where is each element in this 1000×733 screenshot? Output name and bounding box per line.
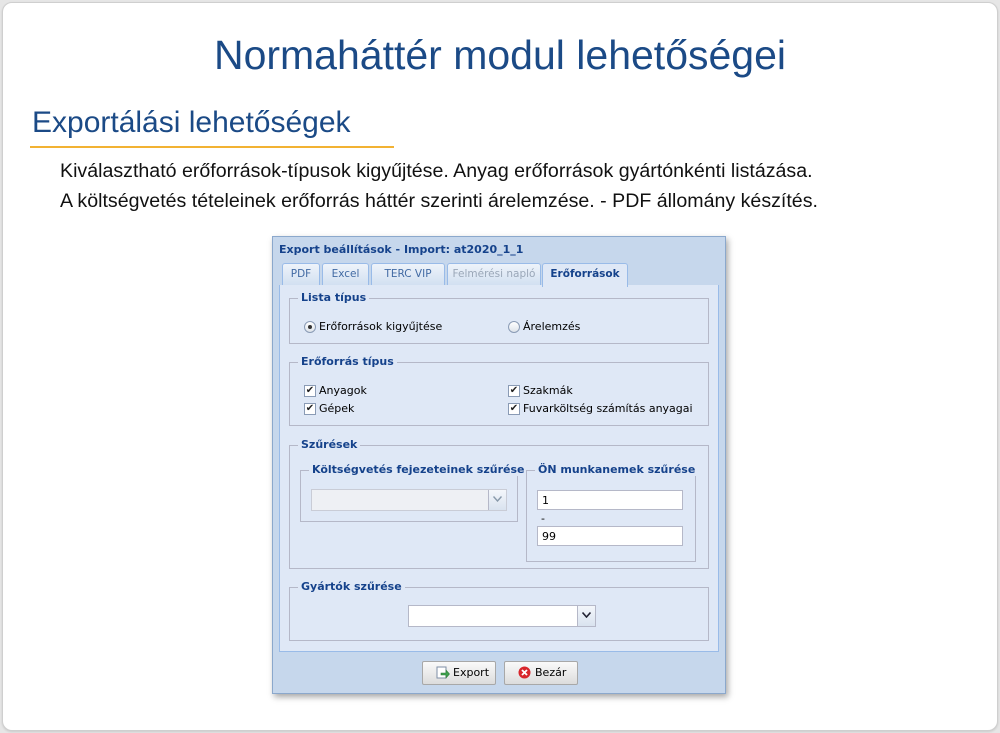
slide-title: Normaháttér modul lehetőségei [213, 32, 787, 78]
dialog-title: Export beállítások - Import: at2020_1_1 [279, 243, 524, 256]
szuresek-fieldset [289, 438, 709, 569]
close-button[interactable] [504, 661, 578, 685]
checkbox-gepek[interactable]: ✔ [305, 403, 315, 414]
gyartok-fieldset [289, 580, 709, 641]
export-button-label: Export [453, 666, 490, 679]
checkbox-label-gepek[interactable]: Gépek [319, 402, 355, 415]
on-munkanem-fieldset [526, 463, 696, 562]
paragraph-line-1: Kiválasztható erőforrások-típusok kigyűjtése. Anyag erőforrások gyártónkénti listázása. [60, 160, 813, 182]
lista-tipus-legend: Lista típus [298, 291, 369, 304]
szuresek-legend: Szűrések [298, 438, 360, 451]
radio-eroforrasok-kigyujtese[interactable] [304, 321, 316, 333]
radio-label-eroforrasok-kigyujtese[interactable]: Erőforrások kigyűjtése [319, 320, 443, 333]
on-munkanem-from-input[interactable]: 1 [537, 490, 683, 510]
chevron-down-icon[interactable] [577, 606, 595, 626]
tab-strip [279, 261, 719, 286]
eroforras-tipus-fieldset [289, 355, 709, 426]
export-icon [436, 666, 450, 679]
gyartok-legend: Gyártók szűrése [298, 580, 405, 593]
eroforras-tipus-legend: Erőforrás típus [298, 355, 397, 368]
close-icon [518, 666, 531, 679]
checkbox-label-anyagok[interactable]: Anyagok [319, 384, 367, 397]
checkbox-szakmak[interactable]: ✔ [509, 385, 519, 396]
slide-paragraph [60, 156, 818, 216]
export-settings-dialog [272, 236, 726, 694]
gyartok-combo[interactable] [408, 605, 596, 627]
tab-excel[interactable]: Excel [322, 263, 369, 285]
close-button-label: Bezár [535, 666, 567, 679]
koltsegvetes-legend: Költségvetés fejezeteinek szűrése [309, 463, 527, 476]
radio-arelemzes[interactable] [508, 321, 520, 333]
range-separator: - [541, 512, 545, 525]
chevron-down-icon[interactable] [488, 490, 506, 510]
checkbox-anyagok[interactable]: ✔ [305, 385, 315, 396]
on-munkanem-legend: ÖN munkanemek szűrése [535, 463, 698, 476]
checkbox-fuvarkoltseg[interactable]: ✔ [509, 403, 519, 414]
koltsegvetes-combo[interactable] [311, 489, 507, 511]
tab-eroforrasok[interactable]: Erőforrások [542, 263, 628, 287]
tab-pdf[interactable]: PDF [282, 263, 320, 285]
tab-felmeresi-naplo: Felmérési napló [447, 263, 541, 285]
subtitle-underline [30, 146, 394, 148]
tab-terc-vip[interactable]: TERC VIP [371, 263, 445, 285]
on-munkanem-to-input[interactable]: 99 [537, 526, 683, 546]
lista-tipus-fieldset [289, 291, 709, 344]
checkbox-label-szakmak[interactable]: Szakmák [523, 384, 573, 397]
checkbox-label-fuvarkoltseg[interactable]: Fuvarköltség számítás anyagai [523, 402, 693, 415]
export-button[interactable] [422, 661, 496, 685]
slide-subtitle: Exportálási lehetőségek [32, 106, 351, 139]
paragraph-line-2: A költségvetés tételeinek erőforrás háttér szerinti árelemzése. - PDF állomány készítés. [60, 190, 818, 212]
eroforrasok-panel [279, 285, 719, 652]
koltsegvetes-fieldset [300, 463, 525, 522]
radio-label-arelemzes[interactable]: Árelemzés [523, 320, 581, 333]
